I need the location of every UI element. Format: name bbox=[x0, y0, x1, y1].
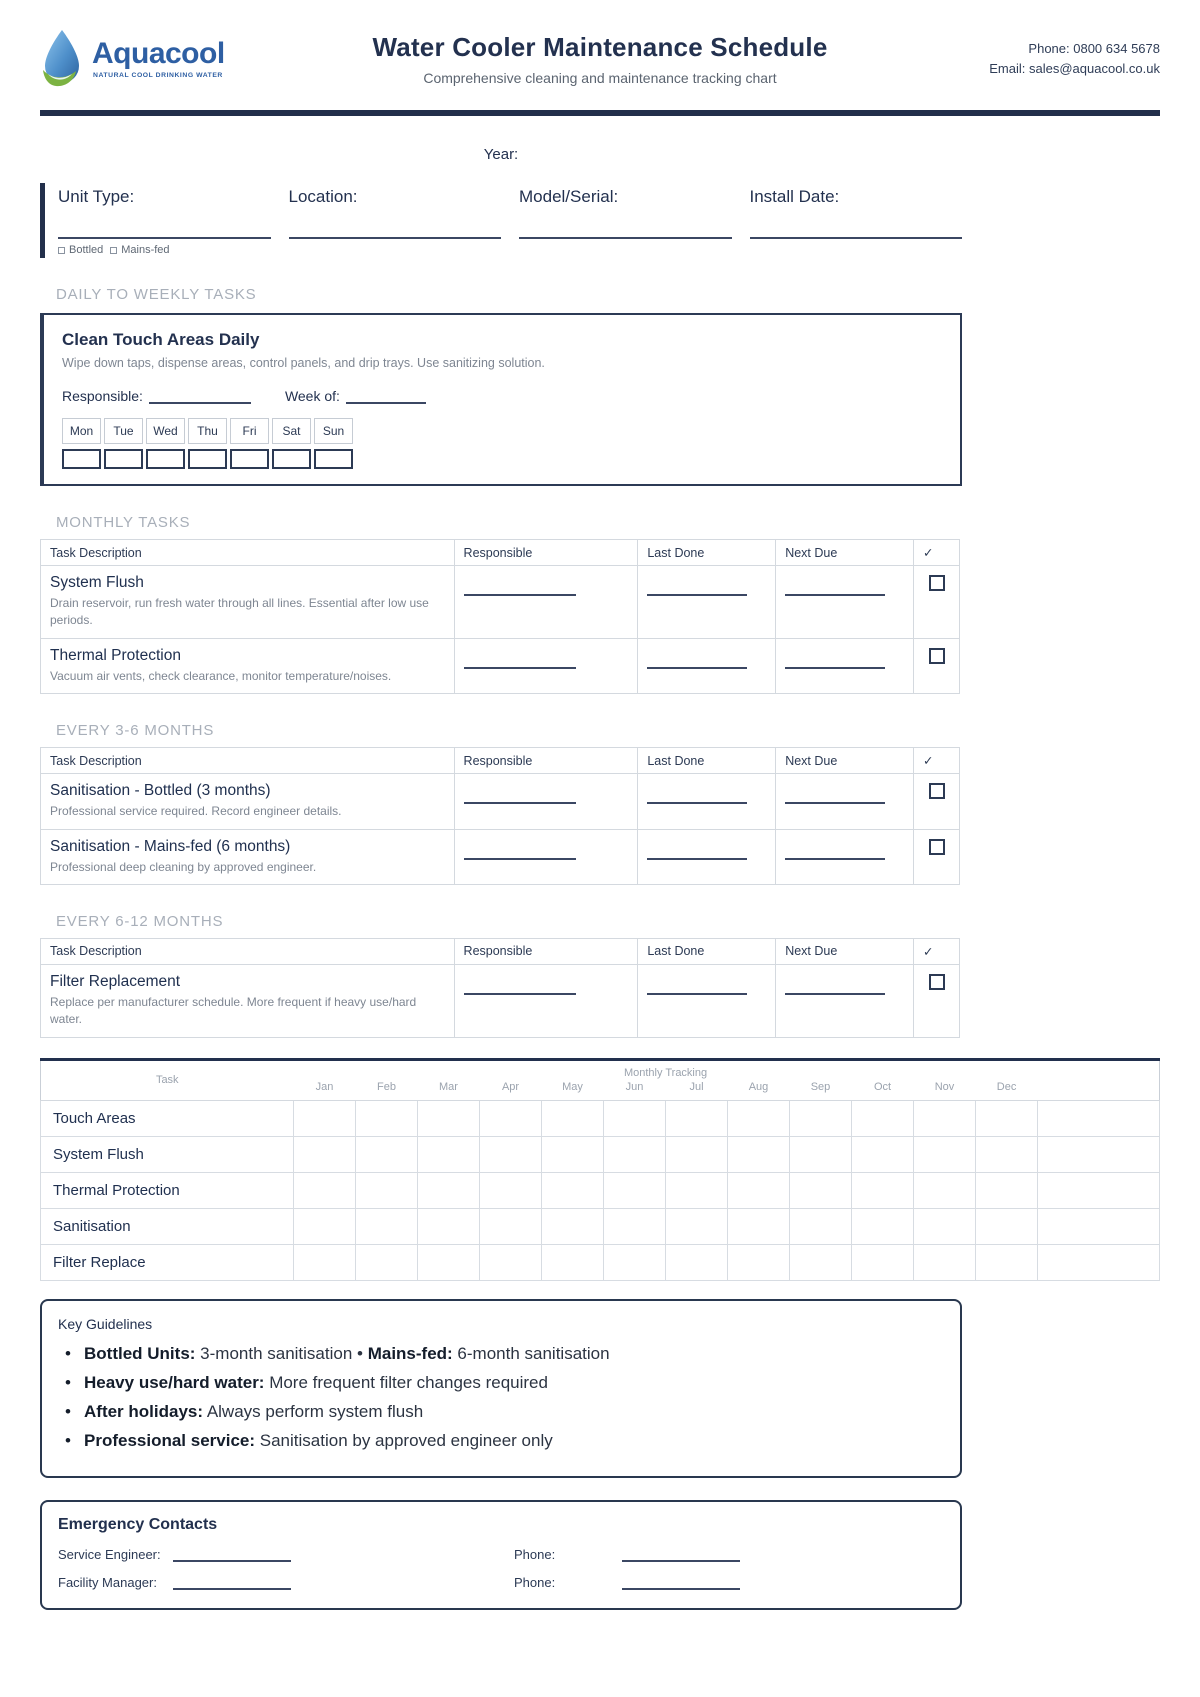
guideline-bold: Heavy use/hard water: bbox=[84, 1372, 265, 1392]
tracking-cell[interactable] bbox=[976, 1208, 1038, 1244]
month-header-feb: Feb bbox=[356, 1079, 418, 1101]
page-title: Water Cooler Maintenance Schedule bbox=[372, 32, 828, 62]
task-checkbox[interactable] bbox=[929, 648, 945, 664]
contact-label: Facility Manager: bbox=[58, 1574, 157, 1590]
tracking-row-label: Thermal Protection bbox=[41, 1172, 294, 1208]
month-header-mar: Mar bbox=[418, 1079, 480, 1101]
daily-task-description: Wipe down taps, dispense areas, control panels, and drip trays. Use sanitizing solution. bbox=[62, 356, 545, 370]
guideline-text: Sanitisation by approved engineer only bbox=[255, 1430, 553, 1450]
unit-type-blank-line[interactable] bbox=[58, 237, 271, 239]
table-header-row bbox=[41, 540, 960, 566]
tracking-cell[interactable] bbox=[294, 1100, 356, 1136]
table-header-row bbox=[41, 748, 960, 774]
tracking-row-label: Touch Areas bbox=[41, 1100, 294, 1136]
tracking-cell[interactable] bbox=[852, 1172, 914, 1208]
responsible-blank-line[interactable] bbox=[464, 993, 576, 995]
tracking-cell[interactable] bbox=[604, 1136, 666, 1172]
last-done-blank-line[interactable] bbox=[647, 594, 747, 596]
tracking-cell[interactable] bbox=[356, 1100, 418, 1136]
tracking-cell[interactable] bbox=[542, 1136, 604, 1172]
monthly-tracking-table bbox=[40, 1058, 1160, 1281]
tracking-cell[interactable] bbox=[728, 1244, 790, 1280]
tracking-group-header: Monthly Tracking bbox=[623, 1066, 708, 1079]
tracking-cell[interactable] bbox=[790, 1100, 852, 1136]
tracking-cell[interactable] bbox=[666, 1172, 728, 1208]
brand-logo bbox=[40, 28, 250, 90]
tracking-cell[interactable] bbox=[418, 1172, 480, 1208]
table-row bbox=[41, 964, 960, 1037]
unit-info-section bbox=[40, 183, 962, 258]
daily-task-card bbox=[40, 313, 962, 486]
service-engineer-blank-line[interactable] bbox=[173, 1549, 291, 1562]
tracking-cell[interactable] bbox=[356, 1136, 418, 1172]
last-done-blank-line[interactable] bbox=[647, 993, 747, 995]
month-header-apr: Apr bbox=[480, 1079, 542, 1101]
tracking-cell[interactable] bbox=[976, 1100, 1038, 1136]
tracking-group-header-row bbox=[41, 1059, 1160, 1079]
col-task-description: Task Description bbox=[41, 540, 455, 566]
contact-label: Service Engineer: bbox=[58, 1546, 161, 1562]
year-label: Year: bbox=[483, 146, 519, 163]
key-guidelines-title: Key Guidelines bbox=[58, 1315, 153, 1332]
day-checkbox-thu[interactable] bbox=[188, 449, 227, 469]
section-heading-daily: DAILY TO WEEKLY TASKS bbox=[56, 286, 257, 303]
brand-name: Aquacool bbox=[92, 37, 225, 70]
tracking-row-label: System Flush bbox=[41, 1136, 294, 1172]
day-label-fri: Fri bbox=[230, 418, 269, 444]
service-engineer-phone-blank-line[interactable] bbox=[622, 1549, 740, 1562]
col-check: ✓ bbox=[914, 540, 960, 566]
field-label: Unit Type: bbox=[58, 187, 135, 206]
page-subtitle: Comprehensive cleaning and maintenance tracking chart bbox=[423, 70, 777, 86]
mains-fed-checkbox[interactable] bbox=[110, 247, 117, 254]
tracking-cell[interactable] bbox=[852, 1208, 914, 1244]
tracking-cell[interactable] bbox=[294, 1244, 356, 1280]
3-6-months-table bbox=[40, 747, 960, 885]
tracking-cell[interactable] bbox=[480, 1244, 542, 1280]
task-title: System Flush bbox=[50, 574, 144, 591]
water-drop-icon bbox=[40, 28, 84, 90]
tracking-row-label: Sanitisation bbox=[41, 1208, 294, 1244]
header-contact bbox=[950, 39, 1160, 79]
month-header-aug: Aug bbox=[728, 1079, 790, 1101]
field-label: Location: bbox=[288, 187, 358, 206]
table-row bbox=[41, 566, 960, 639]
col-next-due: Next Due bbox=[776, 748, 914, 774]
day-label-sun: Sun bbox=[314, 418, 353, 444]
tracking-cell[interactable] bbox=[356, 1172, 418, 1208]
col-task-description: Task Description bbox=[41, 938, 455, 964]
col-last-done: Last Done bbox=[638, 540, 776, 566]
tracking-cell[interactable] bbox=[480, 1136, 542, 1172]
section-heading-3-6-months: EVERY 3-6 MONTHS bbox=[56, 722, 215, 740]
tracking-cell[interactable] bbox=[418, 1136, 480, 1172]
tracking-cell[interactable] bbox=[356, 1208, 418, 1244]
month-header-oct: Oct bbox=[852, 1079, 914, 1101]
table-header-row bbox=[41, 938, 960, 964]
day-checkbox-sun[interactable] bbox=[314, 449, 353, 469]
tracking-cell[interactable] bbox=[666, 1100, 728, 1136]
next-due-blank-line[interactable] bbox=[785, 802, 885, 804]
col-check: ✓ bbox=[914, 748, 960, 774]
tracking-cell[interactable] bbox=[604, 1172, 666, 1208]
week-of-blank-line[interactable] bbox=[346, 392, 426, 404]
tracking-cell[interactable] bbox=[542, 1172, 604, 1208]
tracking-filler-cell bbox=[1038, 1100, 1160, 1136]
tracking-cell[interactable] bbox=[852, 1136, 914, 1172]
field-model-serial bbox=[519, 187, 732, 256]
responsible-label: Responsible: bbox=[62, 388, 143, 404]
col-task-description: Task Description bbox=[41, 748, 455, 774]
responsible-row bbox=[62, 388, 940, 404]
next-due-blank-line[interactable] bbox=[785, 858, 885, 860]
monthly-tasks-table bbox=[40, 539, 960, 694]
guideline-bold: After holidays: bbox=[84, 1401, 204, 1421]
field-label: Install Date: bbox=[749, 187, 840, 206]
month-header-dec: Dec bbox=[976, 1079, 1038, 1101]
day-label-thu: Thu bbox=[188, 418, 227, 444]
tracking-cell[interactable] bbox=[542, 1100, 604, 1136]
task-title: Thermal Protection bbox=[50, 646, 181, 664]
tracking-cell[interactable] bbox=[852, 1100, 914, 1136]
col-check: ✓ bbox=[914, 938, 960, 964]
tracking-cell[interactable] bbox=[914, 1244, 976, 1280]
task-title: Sanitisation - Mains-fed (6 months) bbox=[50, 837, 291, 855]
tracking-task-header: Task bbox=[41, 1059, 294, 1100]
tracking-cell[interactable] bbox=[914, 1208, 976, 1244]
last-done-blank-line[interactable] bbox=[647, 667, 747, 669]
tracking-cell[interactable] bbox=[604, 1100, 666, 1136]
month-header-may: May bbox=[542, 1079, 604, 1101]
month-header-sep: Sep bbox=[790, 1079, 852, 1101]
contact-row-facility-manager bbox=[58, 1575, 944, 1590]
table-row bbox=[41, 829, 960, 884]
day-checkbox-sat[interactable] bbox=[272, 449, 311, 469]
tracking-cell[interactable] bbox=[790, 1172, 852, 1208]
tracking-row-touch-areas bbox=[41, 1100, 1160, 1136]
tracking-cell[interactable] bbox=[604, 1244, 666, 1280]
field-install-date bbox=[750, 187, 963, 256]
month-header-nov: Nov bbox=[914, 1079, 976, 1101]
day-label-tue: Tue bbox=[104, 418, 143, 444]
brand-tagline: NATURAL COOL DRINKING WATER bbox=[93, 72, 223, 79]
task-checkbox[interactable] bbox=[929, 783, 945, 799]
tracking-cell[interactable] bbox=[418, 1244, 480, 1280]
weekday-labels-row bbox=[62, 418, 940, 444]
col-responsible: Responsible bbox=[454, 748, 638, 774]
table-row bbox=[41, 638, 960, 693]
task-description: Professional service required. Record engineer details. bbox=[50, 804, 342, 819]
tracking-cell[interactable] bbox=[294, 1172, 356, 1208]
facility-manager-blank-line[interactable] bbox=[173, 1577, 291, 1590]
day-checkbox-fri[interactable] bbox=[230, 449, 269, 469]
tracking-cell[interactable] bbox=[480, 1172, 542, 1208]
tracking-cell[interactable] bbox=[356, 1244, 418, 1280]
guideline-item bbox=[58, 1373, 944, 1393]
col-responsible: Responsible bbox=[454, 938, 638, 964]
responsible-blank-line[interactable] bbox=[464, 802, 576, 804]
day-checkbox-wed[interactable] bbox=[146, 449, 185, 469]
task-title: Filter Replacement bbox=[50, 972, 181, 990]
tracking-row-label: Filter Replace bbox=[41, 1244, 294, 1280]
guidelines-list bbox=[58, 1344, 944, 1451]
tracking-cell[interactable] bbox=[294, 1208, 356, 1244]
day-checkbox-tue[interactable] bbox=[104, 449, 143, 469]
guideline-bold: Professional service: bbox=[84, 1430, 256, 1450]
tracking-cell[interactable] bbox=[480, 1100, 542, 1136]
tracking-row-sanitisation bbox=[41, 1208, 1160, 1244]
guideline-text: Always perform system flush bbox=[203, 1401, 424, 1421]
tracking-cell[interactable] bbox=[914, 1172, 976, 1208]
responsible-blank-line[interactable] bbox=[149, 392, 251, 404]
guideline-item bbox=[58, 1402, 944, 1422]
field-label: Model/Serial: bbox=[519, 187, 619, 206]
tracking-cell[interactable] bbox=[666, 1244, 728, 1280]
col-next-due: Next Due bbox=[776, 540, 914, 566]
guideline-item bbox=[58, 1344, 944, 1364]
last-done-blank-line[interactable] bbox=[647, 802, 747, 804]
key-guidelines-box bbox=[40, 1299, 962, 1478]
location-blank-line[interactable] bbox=[289, 237, 502, 239]
tracking-cell[interactable] bbox=[790, 1244, 852, 1280]
field-unit-type bbox=[58, 187, 271, 256]
mains-fed-option-label: Mains-fed bbox=[121, 244, 170, 256]
unit-type-options bbox=[58, 244, 271, 256]
install-date-blank-line[interactable] bbox=[750, 237, 963, 239]
weekday-checkboxes-row bbox=[62, 449, 940, 469]
task-description: Drain reservoir, run fresh water through all lines. Essential after low use periods. bbox=[50, 596, 429, 628]
tracking-cell[interactable] bbox=[604, 1208, 666, 1244]
model-serial-blank-line[interactable] bbox=[519, 237, 732, 239]
header bbox=[40, 18, 1160, 100]
tracking-cell[interactable] bbox=[976, 1172, 1038, 1208]
tracking-cell[interactable] bbox=[728, 1100, 790, 1136]
tracking-cell[interactable] bbox=[728, 1208, 790, 1244]
guideline-bold: Bottled Units: bbox=[84, 1343, 196, 1363]
day-checkbox-mon[interactable] bbox=[62, 449, 101, 469]
tracking-filler-header bbox=[1038, 1059, 1160, 1100]
header-title-block bbox=[250, 32, 950, 86]
responsible-blank-line[interactable] bbox=[464, 594, 576, 596]
month-header-jun: Jun bbox=[604, 1079, 666, 1101]
bottled-checkbox[interactable] bbox=[58, 247, 65, 254]
contact-email: Email: sales@aquacool.co.uk bbox=[989, 61, 1160, 76]
6-12-months-table bbox=[40, 938, 960, 1038]
section-heading-monthly: MONTHLY TASKS bbox=[56, 514, 191, 531]
tracking-filler-cell bbox=[1038, 1136, 1160, 1172]
col-last-done: Last Done bbox=[638, 938, 776, 964]
field-location bbox=[289, 187, 502, 256]
guideline-bold: Mains-fed: bbox=[367, 1343, 453, 1363]
emergency-contacts-title: Emergency Contacts bbox=[58, 1515, 218, 1533]
brand-text bbox=[92, 39, 225, 79]
tracking-cell[interactable] bbox=[666, 1136, 728, 1172]
tracking-cell[interactable] bbox=[790, 1208, 852, 1244]
tracking-row-thermal-protection bbox=[41, 1172, 1160, 1208]
phone-label: Phone: bbox=[514, 1546, 556, 1562]
tracking-cell[interactable] bbox=[914, 1136, 976, 1172]
tracking-cell[interactable] bbox=[666, 1208, 728, 1244]
next-due-blank-line[interactable] bbox=[785, 667, 885, 669]
next-due-blank-line[interactable] bbox=[785, 993, 885, 995]
day-label-sat: Sat bbox=[272, 418, 311, 444]
month-header-jan: Jan bbox=[294, 1079, 356, 1101]
phone-label: Phone: bbox=[514, 1574, 556, 1590]
facility-manager-phone-blank-line[interactable] bbox=[622, 1577, 740, 1590]
tracking-cell[interactable] bbox=[852, 1244, 914, 1280]
guideline-text: 6-month sanitisation bbox=[452, 1343, 610, 1363]
month-header-jul: Jul bbox=[666, 1079, 728, 1101]
header-divider-bar bbox=[40, 110, 1160, 116]
tracking-cell[interactable] bbox=[480, 1208, 542, 1244]
task-checkbox[interactable] bbox=[929, 839, 945, 855]
tracking-filler-cell bbox=[1038, 1172, 1160, 1208]
bottled-option-label: Bottled bbox=[69, 244, 104, 256]
task-description: Vacuum air vents, check clearance, monitor temperature/noises. bbox=[50, 668, 392, 683]
tracking-cell[interactable] bbox=[418, 1100, 480, 1136]
week-of-label: Week of: bbox=[284, 388, 340, 404]
task-description: Replace per manufacturer schedule. More frequent if heavy use/hard water. bbox=[50, 994, 417, 1027]
tracking-cell[interactable] bbox=[976, 1244, 1038, 1280]
tracking-row-system-flush bbox=[41, 1136, 1160, 1172]
task-checkbox[interactable] bbox=[929, 575, 945, 591]
tracking-cell[interactable] bbox=[914, 1100, 976, 1136]
responsible-blank-line[interactable] bbox=[464, 858, 576, 860]
section-heading-6-12-months: EVERY 6-12 MONTHS bbox=[56, 912, 224, 930]
tracking-cell[interactable] bbox=[728, 1136, 790, 1172]
tracking-cell[interactable] bbox=[542, 1208, 604, 1244]
col-next-due: Next Due bbox=[776, 938, 914, 964]
guideline-item bbox=[58, 1431, 944, 1451]
tracking-cell[interactable] bbox=[542, 1244, 604, 1280]
day-label-wed: Wed bbox=[146, 418, 185, 444]
tracking-row-filter-replace bbox=[41, 1244, 1160, 1280]
col-last-done: Last Done bbox=[638, 748, 776, 774]
tracking-cell[interactable] bbox=[728, 1172, 790, 1208]
tracking-cell[interactable] bbox=[976, 1136, 1038, 1172]
tracking-cell[interactable] bbox=[294, 1136, 356, 1172]
tracking-cell[interactable] bbox=[790, 1136, 852, 1172]
emergency-contacts-box bbox=[40, 1500, 962, 1610]
task-description: Professional deep cleaning by approved engineer. bbox=[50, 859, 317, 874]
next-due-blank-line[interactable] bbox=[785, 594, 885, 596]
tracking-filler-cell bbox=[1038, 1244, 1160, 1280]
table-row bbox=[41, 774, 960, 829]
task-checkbox[interactable] bbox=[929, 974, 945, 990]
task-title: Sanitisation - Bottled (3 months) bbox=[50, 782, 271, 800]
contact-row-service-engineer bbox=[58, 1547, 944, 1562]
last-done-blank-line[interactable] bbox=[647, 858, 747, 860]
guideline-text: 3-month sanitisation • bbox=[195, 1343, 368, 1363]
tracking-cell[interactable] bbox=[418, 1208, 480, 1244]
responsible-blank-line[interactable] bbox=[464, 667, 576, 669]
day-label-mon: Mon bbox=[62, 418, 101, 444]
guideline-text: More frequent filter changes required bbox=[264, 1372, 548, 1392]
col-responsible: Responsible bbox=[454, 540, 638, 566]
daily-task-title: Clean Touch Areas Daily bbox=[62, 330, 260, 349]
tracking-filler-cell bbox=[1038, 1208, 1160, 1244]
contact-phone: Phone: 0800 634 5678 bbox=[1028, 40, 1160, 56]
